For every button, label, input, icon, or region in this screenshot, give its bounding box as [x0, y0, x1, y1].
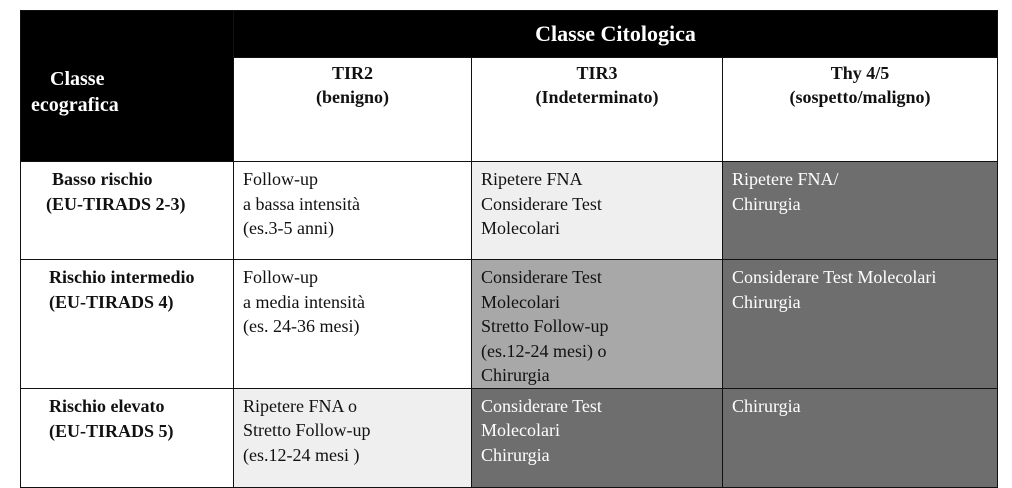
row-header-line: Basso rischio — [52, 169, 153, 189]
cell-line: Ripetere FNA o — [243, 395, 357, 416]
cell-line: Considerare Test — [481, 267, 602, 287]
cell-line: (es.3-5 anni) — [243, 218, 334, 238]
cell-line: a media intensità — [243, 291, 365, 312]
cell-line: (es. 24-36 mesi) — [243, 316, 360, 336]
cell-line: Chirurgia — [481, 365, 550, 385]
corner-header-cell — [21, 11, 234, 162]
cell-line: Stretto Follow-up — [243, 420, 371, 440]
column-header-line: (benigno) — [315, 87, 389, 107]
row-header-line: (EU-TIRADS 4) — [49, 292, 174, 312]
cell-line: Molecolari — [481, 218, 560, 238]
row-header-line: Rischio intermedio — [49, 267, 195, 287]
cell-line: Stretto Follow-up — [481, 316, 609, 336]
column-header-line: TIR2 — [331, 63, 373, 83]
cell-line: Considerare Test Molecolari — [732, 267, 937, 287]
row-header-rischio-elevato — [21, 388, 234, 487]
cell-line: Considerare Test — [481, 193, 602, 214]
row-header-line: (EU-TIRADS 5) — [49, 420, 174, 441]
cell-basso-tir3 — [472, 162, 723, 260]
cell-line: Chirurgia — [732, 395, 801, 416]
cell-line: Chirurgia — [732, 193, 801, 214]
column-header-line: Thy 4/5 — [830, 63, 890, 83]
cell-elevato-tir3 — [472, 388, 723, 487]
cell-elevato-thy45 — [723, 388, 998, 487]
cell-line: (es.12-24 mesi) o — [481, 340, 607, 361]
row-header-rischio-intermedio — [21, 260, 234, 389]
row-header-line: Rischio elevato — [49, 395, 165, 416]
column-header-tir2 — [234, 58, 472, 162]
cell-line: Follow-up — [243, 267, 319, 287]
cell-line: Ripetere FNA/ — [732, 169, 839, 189]
column-header-line: TIR3 — [576, 63, 618, 83]
table-title: Classe Citologica — [234, 11, 998, 58]
column-header-line: (sospetto/maligno) — [789, 87, 931, 107]
row-header-basso-rischio — [21, 162, 234, 260]
cell-line: Follow-up — [243, 169, 319, 189]
cell-elevato-tir2 — [234, 388, 472, 487]
cytology-ultrasound-table — [20, 10, 998, 488]
corner-label — [21, 11, 233, 118]
cell-line: Chirurgia — [481, 444, 550, 465]
column-header-line: (Indeterminato) — [535, 87, 659, 107]
cell-line: Chirurgia — [732, 291, 801, 312]
cell-basso-thy45 — [723, 162, 998, 260]
corner-label-line: ecografica — [31, 94, 119, 116]
column-header-thy45 — [723, 58, 998, 162]
cell-line: a bassa intensità — [243, 193, 360, 214]
cell-intermedio-tir2 — [234, 260, 472, 389]
column-header-tir3 — [472, 58, 723, 162]
cell-intermedio-tir3 — [472, 260, 723, 389]
cell-line: Molecolari — [481, 420, 560, 440]
cell-line: Molecolari — [481, 291, 560, 312]
cell-basso-tir2 — [234, 162, 472, 260]
corner-label-line: Classe — [50, 68, 105, 90]
cell-line: (es.12-24 mesi ) — [243, 444, 360, 465]
cell-line: Considerare Test — [481, 395, 602, 416]
row-header-line: (EU-TIRADS 2-3) — [46, 194, 186, 214]
cell-intermedio-thy45 — [723, 260, 998, 389]
cell-line: Ripetere FNA — [481, 169, 583, 189]
